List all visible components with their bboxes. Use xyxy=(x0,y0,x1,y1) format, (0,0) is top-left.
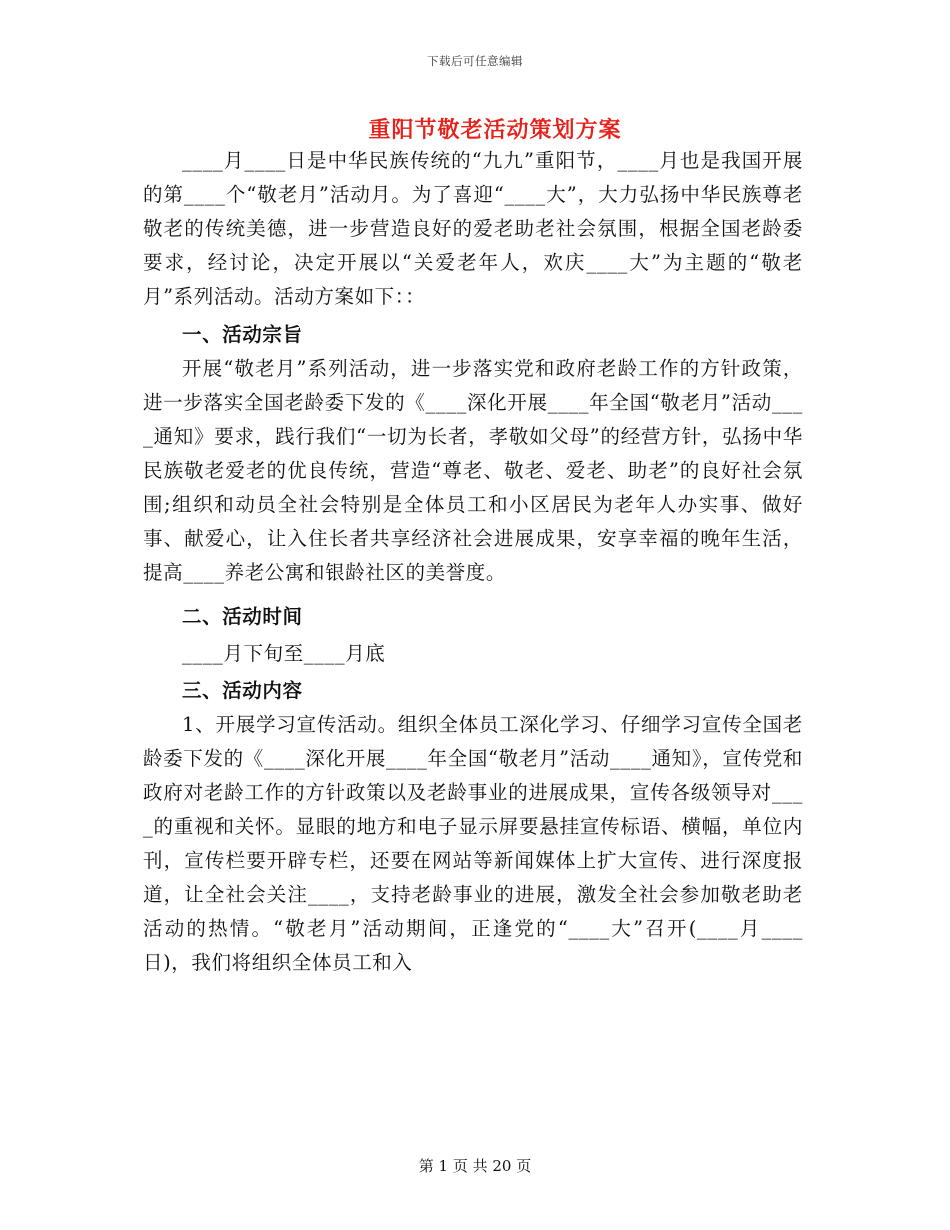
section-text-content: 1、开展学习宣传活动。组织全体员工深化学习、仔细学习宣传全国老龄委下发的《____深化开展____年全国“敬老月”活动____通知》，宣传党和政府对老龄工作的方针政策以及老龄事业的进展成果，宣传各级领导对____的重视和关怀。显眼的地方和电子显示屏要悬挂宣传标语、横幅，单位内刊，宣传栏要开辟专栏，还要在网站等新闻媒体上扩大宣传、进行深度报道，让全社会关注____，支持老龄事业的进展，激发全社会参加敬老助老活动的热情。“敬老月”活动期间，正逢党的“____大”召开(____月____日)，我们将组织全体员工和入 xyxy=(143,713,803,974)
page-footer: 第 1 页 共 20 页 xyxy=(418,1157,532,1175)
section-heading-content: 三、活动内容 xyxy=(182,679,303,702)
document-title: 重阳节敬老活动策划方案 xyxy=(368,117,622,143)
section-heading-time: 二、活动时间 xyxy=(182,605,303,628)
document-body xyxy=(143,144,803,980)
section-heading-purpose: 一、活动宗旨 xyxy=(182,323,303,346)
intro-paragraph: ____月____日是中华民族传统的“九九”重阳节，____月也是我国开展的第____个“敬老月”活动月。为了喜迎“____大”，大力弘扬中华民族尊老敬老的传统美德，进一步营造良好的爱老助老社会氛围，根据全国老龄委要求，经讨论，决定开展以“关爱老年人，欢庆____大”为主题的“敬老月”系列活动。活动方案如下：： xyxy=(143,149,803,308)
section-text-purpose: 开展“敬老月”系列活动，进一步落实党和政府老龄工作的方针政策，进一步落实全国老龄委下发的《____深化开展____年全国“敬老月”活动____通知》要求，践行我们“一切为长者，孝敬如父母”的经营方针，弘扬中华民族敬老爱老的优良传统，营造“尊老、敬老、爱老、助老”的良好社会氛围;组织和动员全社会特别是全体员工和小区居民为老年人办实事、做好事、献爱心，让入住长者共享经济社会进展成果，安享幸福的晚年生活，提高____养老公寓和银龄社区的美誉度。 xyxy=(143,357,803,584)
section-text-time: ____月下旬至____月底 xyxy=(182,642,386,665)
header-note: 下载后可任意编辑 xyxy=(427,54,523,68)
